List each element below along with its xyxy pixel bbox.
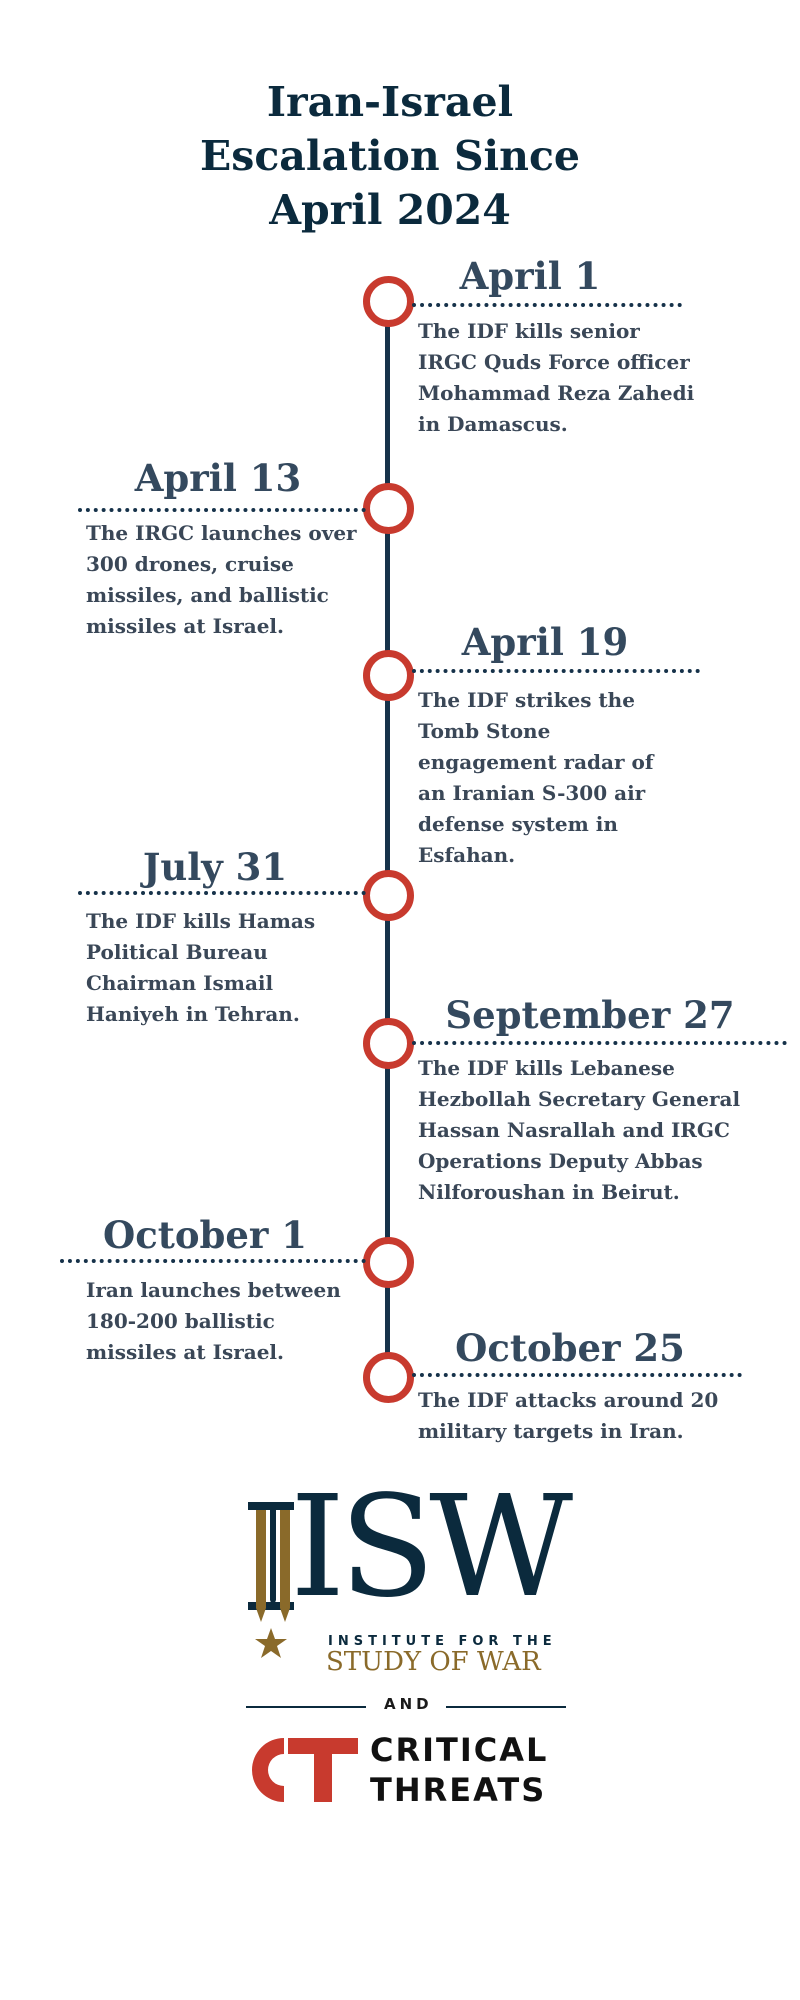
event-date: April 13	[134, 456, 302, 500]
study-of-war-line: STUDY OF WAR	[326, 1647, 541, 1677]
desc-line: 300 drones, cruise	[86, 552, 294, 576]
desc-line: defense system in	[418, 812, 618, 836]
event-date: October 25	[455, 1326, 685, 1370]
desc-line: The IDF strikes the	[418, 688, 635, 712]
desc-line: Iran launches between	[86, 1278, 341, 1302]
desc-line: an Iranian S-300 air	[418, 781, 646, 805]
divider-line-right	[446, 1706, 566, 1708]
desc-line: 180-200 ballistic	[86, 1309, 275, 1333]
date-dotted-rule	[78, 891, 366, 895]
event-date: October 1	[102, 1213, 308, 1257]
isw-wordmark: ISW	[290, 1466, 568, 1629]
event-description	[86, 906, 386, 1030]
event-description	[418, 1053, 758, 1208]
event-date: September 27	[445, 993, 735, 1037]
event-description	[418, 1385, 758, 1447]
event-description	[86, 1275, 386, 1368]
timeline-spine	[385, 320, 390, 1370]
date-dotted-rule	[412, 303, 682, 307]
desc-line: missiles, and ballistic	[86, 583, 329, 607]
desc-line: Chairman Ismail	[86, 971, 274, 995]
desc-line: The IRGC launches over	[86, 521, 357, 545]
isw-logo	[246, 1466, 568, 1677]
event-date: April 1	[459, 254, 601, 298]
event-description	[418, 685, 718, 871]
date-dotted-rule	[412, 669, 700, 673]
divider-line-left	[246, 1706, 366, 1708]
title-line-2: Escalation Since	[200, 132, 580, 180]
and-label: AND	[384, 1695, 433, 1713]
event-date: July 31	[142, 845, 288, 889]
desc-line: Tomb Stone	[418, 719, 551, 743]
event-description	[418, 316, 718, 440]
and-divider	[246, 1695, 566, 1719]
critical-word: CRITICAL	[370, 1731, 549, 1769]
date-dotted-rule	[412, 1041, 787, 1045]
isw-ct-logo	[230, 1466, 570, 1820]
institute-line: INSTITUTE FOR THE	[328, 1634, 557, 1649]
desc-line: military targets in Iran.	[418, 1419, 684, 1443]
date-dotted-rule	[78, 508, 366, 512]
desc-line: Mohammad Reza Zahedi	[418, 381, 695, 405]
desc-line: missiles at Israel.	[86, 1340, 284, 1364]
date-dotted-rule	[412, 1373, 742, 1377]
desc-line: in Damascus.	[418, 412, 568, 436]
event-description	[86, 518, 386, 642]
title-line-3: April 2024	[269, 186, 511, 234]
title-line-1: Iran-Israel	[266, 78, 514, 126]
desc-line: Political Bureau	[86, 940, 268, 964]
event-date: April 19	[461, 620, 629, 664]
timeline-node	[363, 650, 414, 701]
threats-word: THREATS	[370, 1771, 547, 1809]
ct-mark-icon	[244, 1730, 364, 1810]
desc-line: The IDF attacks around 20	[418, 1388, 719, 1412]
critical-threats-wordmark	[370, 1730, 548, 1810]
desc-line: Hassan Nasrallah and IRGC	[418, 1118, 730, 1142]
page-title	[0, 75, 780, 237]
desc-line: Operations Deputy Abbas	[418, 1149, 703, 1173]
desc-line: Hezbollah Secretary General	[418, 1087, 741, 1111]
timeline-node	[363, 1018, 414, 1069]
date-dotted-rule	[60, 1259, 366, 1263]
desc-line: The IDF kills Lebanese	[418, 1056, 675, 1080]
timeline-node	[363, 1352, 414, 1403]
desc-line: Esfahan.	[418, 843, 516, 867]
desc-line: Haniyeh in Tehran.	[86, 1002, 300, 1026]
desc-line: The IDF kills Hamas	[86, 909, 316, 933]
desc-line: IRGC Quds Force officer	[418, 350, 690, 374]
desc-line: Nilforoushan in Beirut.	[418, 1180, 680, 1204]
desc-line: missiles at Israel.	[86, 614, 284, 638]
timeline-node	[363, 276, 414, 327]
desc-line: engagement radar of	[418, 750, 654, 774]
desc-line: The IDF kills senior	[418, 319, 640, 343]
